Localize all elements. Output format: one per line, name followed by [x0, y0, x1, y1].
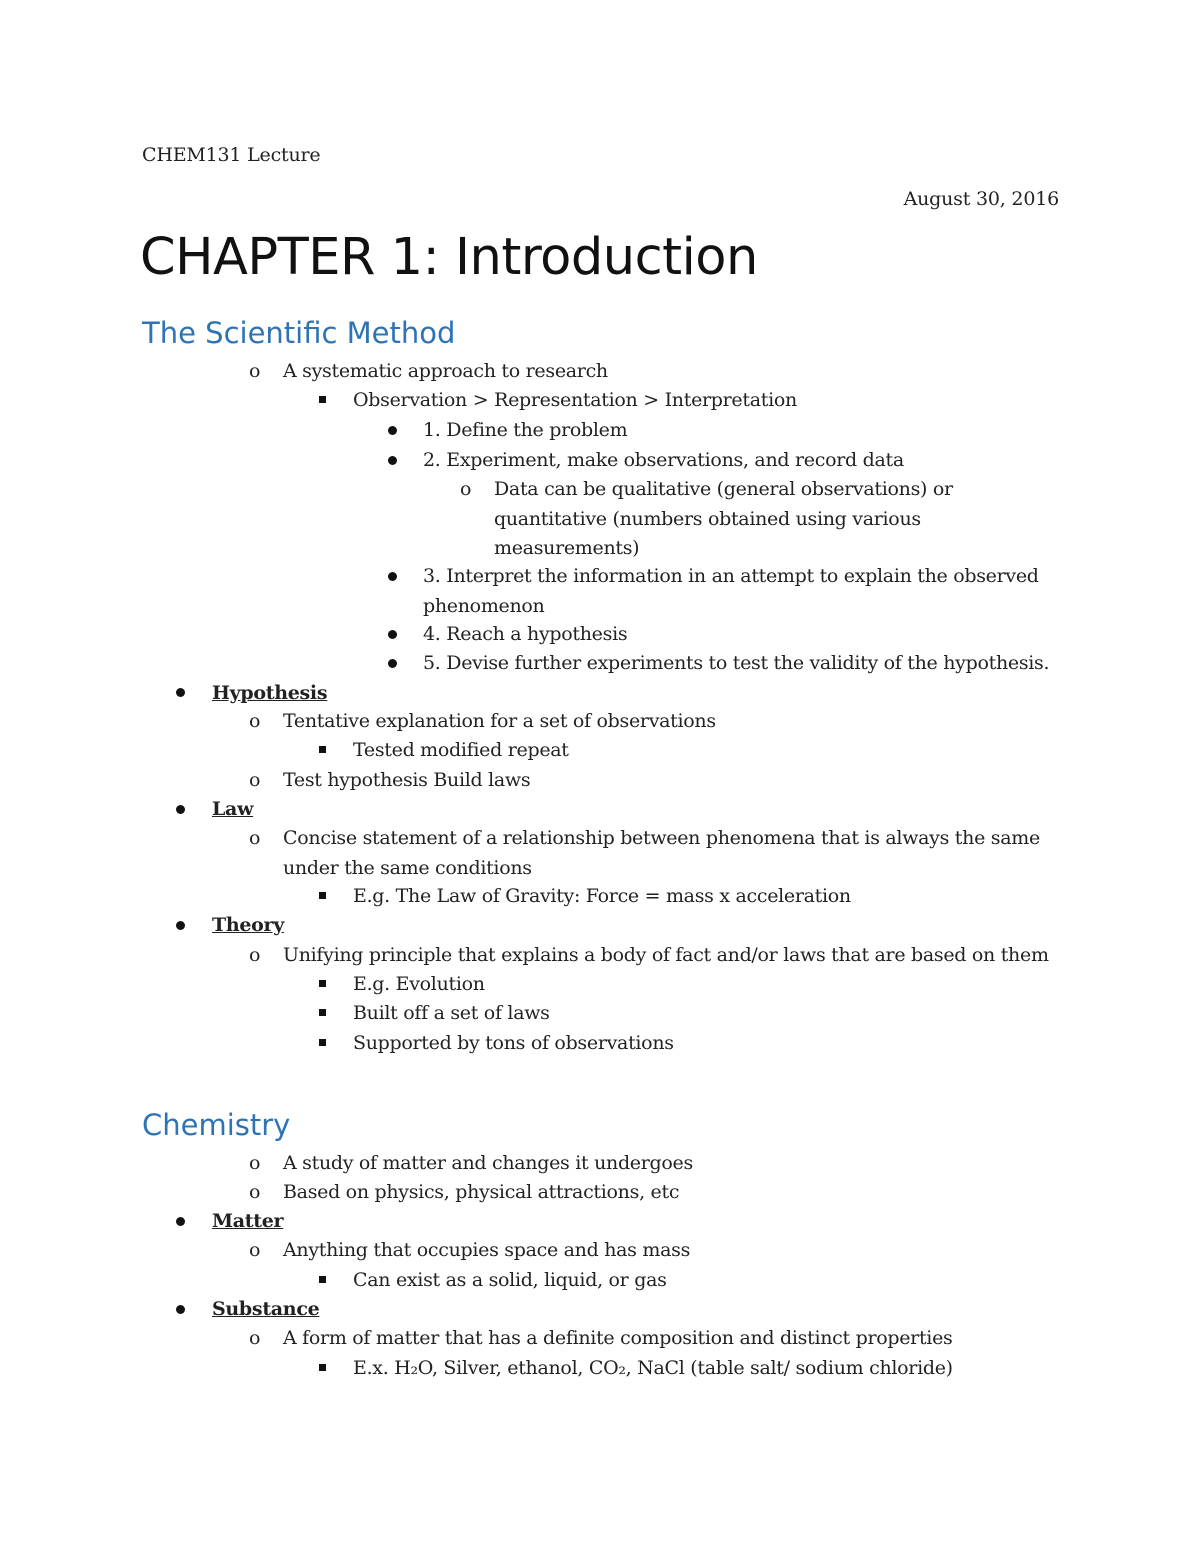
dot-bullet: [388, 659, 397, 668]
term-theory: Theory: [212, 914, 284, 936]
list-item: E.g. Evolution: [353, 973, 485, 995]
square-bullet: [319, 1009, 326, 1016]
circle-bullet: o: [249, 1327, 261, 1349]
lecture-date: August 30, 2016: [903, 188, 1059, 210]
list-item: Unifying principle that explains a body of fact and/or laws that are based on them: [283, 944, 1049, 966]
list-item: A systematic approach to research: [283, 360, 608, 382]
list-item-continued: quantitative (numbers obtained using various: [494, 508, 921, 530]
circle-bullet: o: [249, 944, 261, 966]
square-bullet: [319, 1276, 326, 1283]
circle-bullet: o: [460, 478, 472, 500]
list-item: Supported by tons of observations: [353, 1032, 674, 1054]
list-item-continued: phenomenon: [423, 595, 545, 617]
dot-bullet: [176, 1217, 185, 1226]
dot-bullet: [388, 630, 397, 639]
square-bullet: [319, 396, 326, 403]
list-item: E.g. The Law of Gravity: Force = mass x acceleration: [353, 885, 851, 907]
list-item: Test hypothesis Build laws: [283, 769, 531, 791]
square-bullet: [319, 1039, 326, 1046]
circle-bullet: o: [249, 1181, 261, 1203]
list-item: Based on physics, physical attractions, etc: [283, 1181, 680, 1203]
list-item-continued: measurements): [494, 537, 640, 559]
list-item: 1. Define the problem: [423, 419, 628, 441]
circle-bullet: o: [249, 1152, 261, 1174]
term-law: Law: [212, 798, 254, 820]
list-item: A study of matter and changes it undergoes: [283, 1152, 693, 1174]
dot-bullet: [176, 688, 185, 697]
term-substance: Substance: [212, 1298, 320, 1320]
dot-bullet: [176, 805, 185, 814]
list-item: Tentative explanation for a set of observations: [283, 710, 716, 732]
circle-bullet: o: [249, 710, 261, 732]
list-item: 2. Experiment, make observations, and record data: [423, 449, 904, 471]
list-item: Concise statement of a relationship between phenomena that is always the same: [283, 827, 1040, 849]
term-matter: Matter: [212, 1210, 284, 1232]
square-bullet: [319, 892, 326, 899]
dot-bullet: [388, 426, 397, 435]
square-bullet: [319, 980, 326, 987]
list-item: Data can be qualitative (general observations) or: [494, 478, 953, 500]
section-heading-chemistry: Chemistry: [142, 1108, 291, 1142]
circle-bullet: o: [249, 769, 261, 791]
section-heading-scientific-method: The Scientific Method: [142, 316, 456, 350]
list-item: A form of matter that has a definite composition and distinct properties: [283, 1327, 953, 1349]
list-item-continued: under the same conditions: [283, 857, 532, 879]
list-item: 3. Interpret the information in an attempt to explain the observed: [423, 565, 1039, 587]
list-item: 4. Reach a hypothesis: [423, 623, 628, 645]
square-bullet: [319, 746, 326, 753]
dot-bullet: [176, 921, 185, 930]
list-item: E.x. H₂O, Silver, ethanol, CO₂, NaCl (table salt/ sodium chloride): [353, 1357, 953, 1379]
list-item: Tested modified repeat: [353, 739, 569, 761]
list-item: Observation > Representation > Interpretation: [353, 389, 797, 411]
chapter-title: CHAPTER 1: Introduction: [140, 228, 758, 287]
list-item: 5. Devise further experiments to test the validity of the hypothesis.: [423, 652, 1050, 674]
term-hypothesis: Hypothesis: [212, 682, 328, 704]
dot-bullet: [388, 572, 397, 581]
list-item: Anything that occupies space and has mass: [283, 1239, 691, 1261]
circle-bullet: o: [249, 1239, 261, 1261]
circle-bullet: o: [249, 360, 261, 382]
square-bullet: [319, 1364, 326, 1371]
list-item: Built off a set of laws: [353, 1002, 550, 1024]
dot-bullet: [388, 456, 397, 465]
circle-bullet: o: [249, 827, 261, 849]
dot-bullet: [176, 1305, 185, 1314]
course-header: CHEM131 Lecture: [142, 144, 321, 166]
list-item: Can exist as a solid, liquid, or gas: [353, 1269, 667, 1291]
